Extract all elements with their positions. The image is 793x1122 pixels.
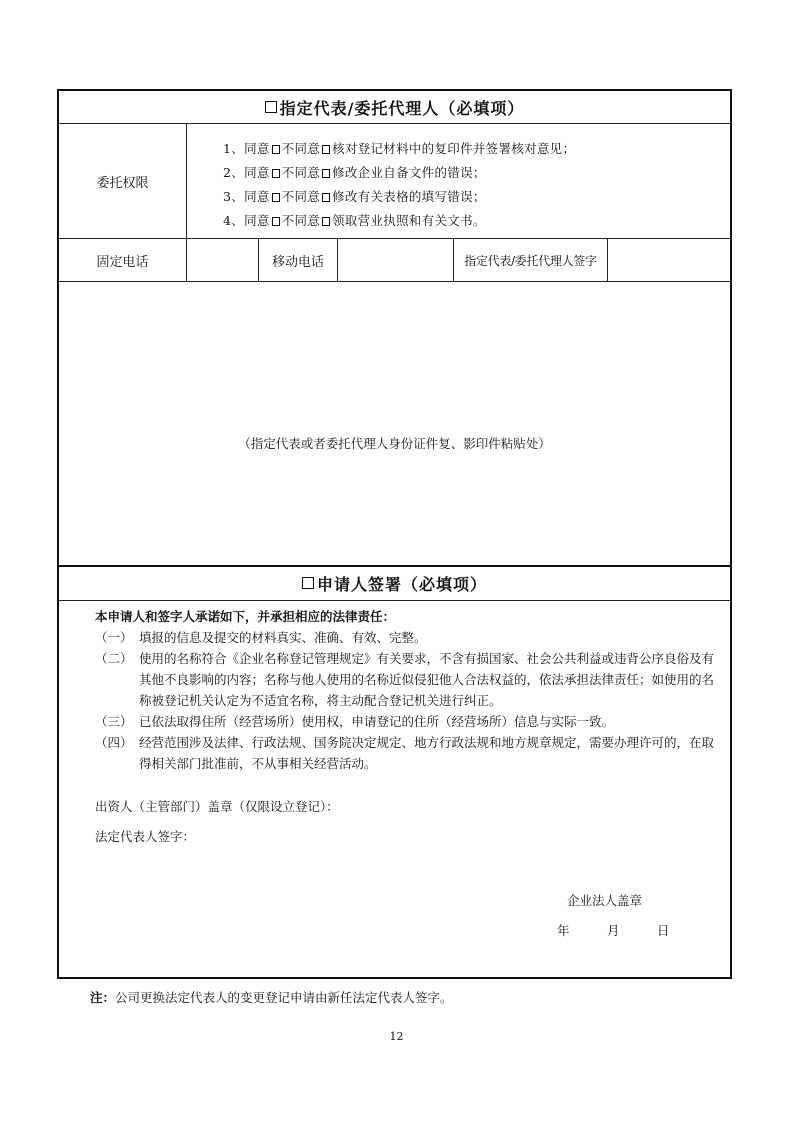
auth-option-2: 2、同意 不同意 修改企业自备文件的错误； [223,165,486,180]
fixed-phone-label: 固定电话 [96,254,149,270]
auth-option-3: 3、同意 不同意 修改有关表格的填写错误； [223,189,486,204]
commitment-item: （二） 使用的名称符合《企业名称登记管理规定》有关要求，不含有损国家、社会公共利益或违背公序良俗及有其他不良影响的内容；名称与他人使用的名称近似侵犯他人合法权益的，依法承担法律责任；如使用的名称被登记机关认定为不适宜名称，将主动配合登记机关进行纠正。 [95,651,715,708]
corp-seal-label: 企业法人盖章 [567,893,643,908]
divider [59,281,730,282]
id-paste-area-note: （指定代表或者委托代理人身份证件复、影印件粘贴处） [238,436,551,451]
date-day: 日 [657,923,670,938]
fixed-phone-field[interactable] [187,239,258,281]
divider [186,124,187,238]
agree-checkbox[interactable] [272,145,280,154]
agree-checkbox[interactable] [272,169,280,178]
date-year: 年 [557,923,570,938]
form-frame [57,89,732,979]
section-applicant-title-text: 申请人签署（必填项） [316,574,487,594]
commitment-item: （四） 经营范围涉及法律、行政法规、国务院决定规定、地方行政法规和地方规章规定，需要办理许可的，在取得相关部门批准前，不从事相关经营活动。 [95,735,715,771]
investor-seal-label: 出资人（主管部门）盖章（仅限设立登记）： [95,799,339,814]
footnote-text: 公司更换法定代表人的变更登记申请由新任法定代表人签字。 [115,990,453,1005]
auth-option-1: 1、同意 不同意 核对登记材料中的复印件并签署核对意见； [223,141,576,156]
auth-label: 委托权限 [96,175,149,191]
footnote-label: 注： [90,990,116,1005]
commitment-item: （一） 填报的信息及提交的材料真实、准确、有效、完整。 [95,630,427,645]
mobile-field[interactable] [338,239,453,281]
commitment-lead: 本申请人和签字人承诺如下，并承担相应的法律责任： [95,609,396,624]
section-applicant-checkbox[interactable] [302,577,314,589]
legal-rep-sign-label: 法定代表人签字： [95,829,196,844]
mobile-label: 移动电话 [271,254,324,270]
section-agent-title [59,91,730,123]
date-month: 月 [607,923,620,938]
signature-label: 指定代表/委托代理人签字 [464,253,597,268]
section-agent-checkbox[interactable] [265,101,277,113]
section-applicant-title [59,567,730,599]
disagree-checkbox[interactable] [322,217,330,226]
page-number: 12 [389,1030,404,1043]
divider [59,600,730,601]
disagree-checkbox[interactable] [322,193,330,202]
footnote [90,988,453,1006]
commitment-block [95,606,725,774]
agree-checkbox[interactable] [272,217,280,226]
agree-checkbox[interactable] [272,193,280,202]
disagree-checkbox[interactable] [322,169,330,178]
disagree-checkbox[interactable] [322,145,330,154]
auth-option-4: 4、同意 不同意 领取营业执照和有关文书。 [223,213,486,228]
commitment-item: （三） 已依法取得住所（经营场所）使用权，申请登记的住所（经营场所）信息与实际一致。 [95,714,615,729]
signature-field[interactable] [608,239,730,281]
section-agent-title-text: 指定代表/委托代理人（必填项） [279,98,525,118]
